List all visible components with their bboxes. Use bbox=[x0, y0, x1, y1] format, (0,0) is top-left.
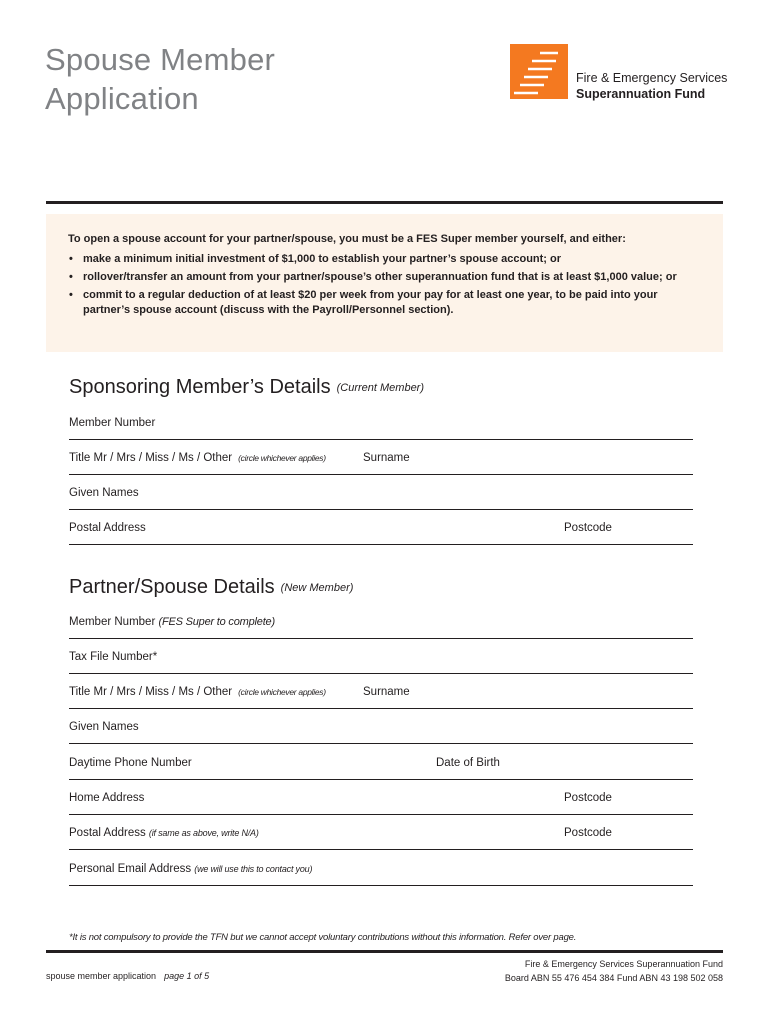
footer-right bbox=[505, 957, 723, 985]
partner-heading: Partner/Spouse Details bbox=[69, 576, 275, 598]
partner-member-number-text: Member Number bbox=[69, 616, 156, 628]
fes-logo-icon bbox=[510, 44, 568, 99]
sponsor-title-surname-field[interactable] bbox=[69, 450, 693, 475]
partner-given-names-label: Given Names bbox=[69, 721, 139, 733]
partner-postal-address-field[interactable] bbox=[69, 825, 693, 850]
partner-email-field[interactable] bbox=[69, 861, 693, 886]
partner-tfn-label: Tax File Number* bbox=[69, 651, 158, 663]
sponsor-postcode-label: Postcode bbox=[564, 522, 612, 534]
partner-given-names-field[interactable] bbox=[69, 719, 693, 744]
partner-postal-note: (if same as above, write N/A) bbox=[148, 828, 259, 838]
partner-phone-label: Daytime Phone Number bbox=[69, 757, 192, 769]
partner-tfn-field[interactable] bbox=[69, 649, 693, 674]
page-title bbox=[45, 40, 275, 118]
sponsor-title-label bbox=[69, 452, 326, 464]
title-line-2: Application bbox=[45, 81, 199, 116]
partner-section-title bbox=[69, 576, 353, 599]
notice-bullet: • make a minimum initial investment of $1,000 to establish your partner’s spouse account; or bbox=[68, 252, 688, 267]
partner-title-surname-field[interactable] bbox=[69, 684, 693, 709]
partner-title-note: (circle whichever applies) bbox=[238, 687, 326, 697]
notice-bullet: • commit to a regular deduction of at least $20 per week from your pay for at least one year, to be paid into your partner’s spouse account (discuss with the Payroll/Personnel section). bbox=[68, 288, 688, 318]
sponsor-given-names-field[interactable] bbox=[69, 485, 693, 510]
partner-postal-address-label bbox=[69, 827, 259, 839]
partner-postal-postcode-label: Postcode bbox=[564, 827, 612, 839]
partner-home-address-label: Home Address bbox=[69, 792, 145, 804]
footer-page-number: page 1 of 5 bbox=[164, 971, 210, 981]
partner-home-address-field[interactable] bbox=[69, 790, 693, 815]
top-divider bbox=[46, 201, 723, 204]
partner-phone-dob-field[interactable] bbox=[69, 755, 693, 780]
sponsoring-subtitle: (Current Member) bbox=[336, 382, 425, 394]
notice-list bbox=[68, 252, 688, 321]
sponsor-postal-address-label: Postal Address bbox=[69, 522, 146, 534]
sponsor-title-note: (circle whichever applies) bbox=[238, 453, 326, 463]
sponsor-given-names-label: Given Names bbox=[69, 487, 139, 499]
bottom-divider bbox=[46, 950, 723, 953]
partner-title-options: Title Mr / Mrs / Miss / Ms / Other bbox=[69, 686, 233, 698]
sponsoring-heading: Sponsoring Member’s Details bbox=[69, 376, 331, 398]
partner-surname-label: Surname bbox=[363, 686, 410, 698]
sponsor-member-number-field[interactable] bbox=[69, 415, 693, 440]
fund-name-line-2: Superannuation Fund bbox=[576, 87, 706, 101]
sponsor-member-number-label: Member Number bbox=[69, 417, 156, 429]
partner-email-note: (we will use this to contact you) bbox=[194, 864, 313, 874]
sponsor-surname-label: Surname bbox=[363, 452, 410, 464]
partner-title-label bbox=[69, 686, 326, 698]
partner-postal-address-text: Postal Address bbox=[69, 827, 146, 839]
sponsoring-section-title bbox=[69, 376, 424, 399]
partner-home-postcode-label: Postcode bbox=[564, 792, 612, 804]
sponsor-title-options: Title Mr / Mrs / Miss / Ms / Other bbox=[69, 452, 233, 464]
fund-name bbox=[576, 70, 727, 102]
sponsor-postal-address-field[interactable] bbox=[69, 520, 693, 545]
partner-subtitle: (New Member) bbox=[280, 582, 354, 594]
notice-intro: To open a spouse account for your partner/spouse, you must be a FES Super member yourself, and either: bbox=[68, 233, 626, 245]
tfn-footnote: *It is not compulsory to provide the TFN but we cannot accept voluntary contributions without this information. Refer over page. bbox=[69, 932, 577, 943]
eligibility-notice bbox=[46, 214, 723, 352]
partner-member-number-label bbox=[69, 616, 275, 628]
partner-member-number-note: (FES Super to complete) bbox=[158, 616, 275, 628]
footer-doc-name: spouse member application bbox=[46, 971, 157, 981]
footer-abn: Board ABN 55 476 454 384 Fund ABN 43 198 502 058 bbox=[504, 973, 723, 983]
partner-email-text: Personal Email Address bbox=[69, 863, 192, 875]
partner-email-label bbox=[69, 863, 312, 875]
footer-left bbox=[46, 971, 209, 981]
partner-member-number-field[interactable] bbox=[69, 614, 693, 639]
fund-name-line-1: Fire & Emergency Services bbox=[576, 71, 728, 85]
partner-dob-label: Date of Birth bbox=[436, 757, 500, 769]
notice-bullet: • rollover/transfer an amount from your partner/spouse’s other superannuation fund that is at least $1,000 value; or bbox=[68, 270, 688, 285]
title-line-1: Spouse Member bbox=[45, 42, 276, 77]
footer-fund-name: Fire & Emergency Services Superannuation Fund bbox=[524, 959, 723, 969]
